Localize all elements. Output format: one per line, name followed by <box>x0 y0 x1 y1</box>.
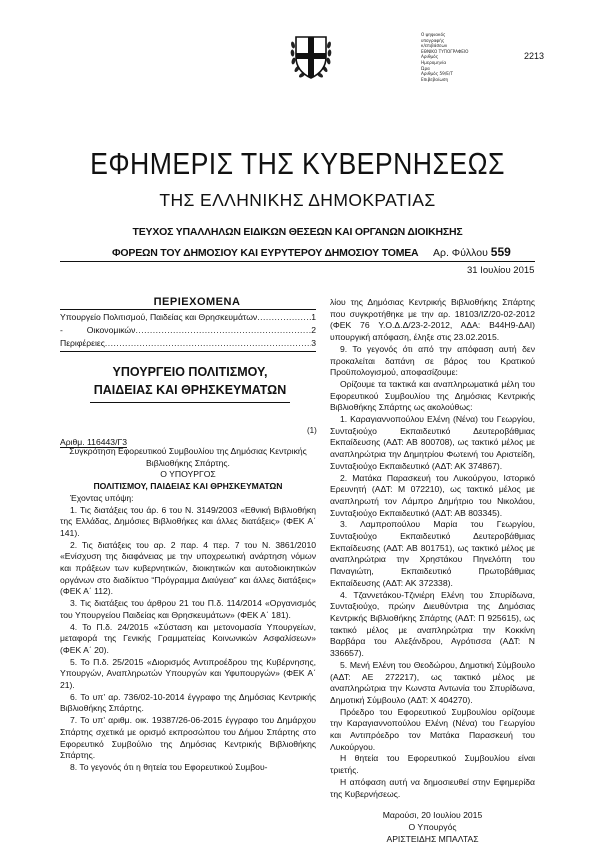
signer-role: Ο Υπουργός <box>408 821 457 832</box>
paragraph: Ορίζουμε τα τακτικά και αναπληρωματικά μέλη του Εφορευτικού Συμβουλίου της Δημόσιας Κεντρικής Βιβλιοθήκης Σπάρτης ως ακολούθως: <box>330 378 535 413</box>
paragraph: λίου της Δημόσιας Κεντρικής Βιβλιοθήκης Σπάρτης που συγκροτήθηκε με την αρ. 18103/ΙΖ/20-02-2012 (ΦΕΚ 76 Υ.Ο.Δ.Δ/23-2-2012, ΑΔΑ: Β44Η9-ΔΑΙ) υπουργική απόφαση, έληξε στις 23.02.2015. <box>330 297 535 343</box>
paragraph: 7. Το υπ’ αριθμ. οικ. 19387/26-06-2015 έγγραφο του Δημάρχου Σπάρτης σχετικά με ορισμό εκπροσώπου του Δήμου Σπάρτης στο Εφορευτικό Συμβούλιο της Δημόσιας Κεντρικής Βιβλιοθήκης Σπάρτης. <box>60 715 316 761</box>
toc-row-page: 1 <box>311 312 316 322</box>
having-in-mind: Έχοντας υπόψη: <box>70 492 134 503</box>
paragraph: 8. Το γεγονός ότι η θητεία του Εφορευτικού Συμβου- <box>70 761 268 772</box>
paragraph: 4. Το Π.δ. 24/2015 «Σύσταση και μετονομασία Υπουργείων, μεταφορά της Γενικής Γραμματείας Κοινωνικών Ασφαλίσεων» (ΦΕΚ Α΄ 20). <box>60 621 316 655</box>
toc-row-page: 2 <box>311 325 316 335</box>
issue-series-line-1: ΤΕΥΧΟΣ ΥΠΑΛΛΗΛΩΝ ΕΙΔΙΚΩΝ ΘΕΣΕΩΝ ΚΑΙ ΟΡΓΑΝΩΝ ΔΙΟΙΚΗΣΗΣ <box>132 226 463 238</box>
header-rule <box>60 261 535 262</box>
page-number: 2213 <box>524 51 545 61</box>
stamp-line: Αριθμός 59/Ε/Τ <box>421 71 453 77</box>
right-column <box>330 297 535 845</box>
issue-number <box>433 245 511 259</box>
place-date: Μαρούσι, 20 Ιουλίου 2015 <box>382 810 483 821</box>
right-paragraphs <box>330 297 535 800</box>
toc-row[interactable] <box>60 312 316 322</box>
decision-ref: (1) <box>307 426 317 435</box>
toc-row[interactable] <box>60 338 316 348</box>
stamp-line: Ημερομηνία <box>421 59 447 65</box>
paragraph: 6. Το υπ’ αρ. 736/02-10-2014 έγγραφο της Δημόσιας Κεντρικής Βιβλιοθήκης Σπάρτης. <box>60 691 316 714</box>
signature-stamp <box>421 32 481 82</box>
left-paragraphs <box>60 505 316 774</box>
stamp-line: Αριθμός <box>421 54 439 60</box>
ministry-line-2: ΠΑΙΔΕΙΑΣ ΚΑΙ ΘΡΗΣΚΕΥΜΑΤΩΝ <box>93 383 287 397</box>
paragraph: Η απόφαση αυτή να δημοσιευθεί στην Εφημερίδα της Κυβερνήσεως. <box>330 776 535 799</box>
stamp-line: Ώρα <box>421 65 430 71</box>
paragraph: 5. Το Π.δ. 25/2015 «Διορισμός Αντιπροέδρου της Κυβέρνησης, Υπουργών, Αναπληρωτών Υπουργών και Υφυπουργών» (ΦΕΚ Α΄ 21). <box>60 656 316 691</box>
issue-series-line-2: ΦΟΡΕΩΝ ΤΟΥ ΔΗΜΟΣΙΟΥ ΚΑΙ ΕΥΡΥΤΕΡΟΥ ΔΗΜΟΣΙΟΥ ΤΟΜΕΑ <box>112 247 419 259</box>
ministry-heading <box>66 363 314 399</box>
toc-row-label: Υπουργείο Πολιτισμού, Παιδείας και Θρησκευμάτων <box>60 312 258 322</box>
authority-line-1: Ο ΥΠΟΥΡΓΟΣ <box>160 469 216 480</box>
toc-row[interactable] <box>60 325 316 335</box>
stamp-line: υπογραφής <box>421 37 445 43</box>
stamp-line: κ/επιβάσεων <box>421 43 448 49</box>
toc-row-label: - Οικονομικών <box>60 325 136 335</box>
toc-rule-bottom <box>60 351 316 352</box>
toc-title: ΠΕΡΙΕΧΟΜΕΝΑ <box>153 296 241 308</box>
left-column <box>60 446 316 774</box>
paragraph: 2. Τις διατάξεις του αρ. 2 παρ. 4 περ. 7 του Ν. 3861/2010 «Ενίσχυση της διαφάνειας με την υποχρεωτική ανάρτηση νόμων και πράξεων των κυβερνητικών, διοικητικών και αυτοδιοικητικών οργάνων στο διαδίκτυο “Πρόγραμμα Διαύγεια” και άλλες διατάξεις» (ΦΕΚ Α΄ 112). <box>60 539 316 597</box>
ministry-line-1: ΥΠΟΥΡΓΕΙΟ ΠΟΛΙΤΙΣΜΟΥ, <box>112 365 268 379</box>
decision-subject: Συγκρότηση Εφορευτικού Συμβουλίου της Δημόσιας Κεντρικής Βιβλιοθήκης Σπάρτης. <box>69 446 307 468</box>
toc-row-label: Περιφέρειες <box>60 338 105 348</box>
paragraph: 1. Τις διατάξεις του άρ. 6 του Ν. 3149/2003 «Εθνική Βιβλιοθήκη της Ελλάδας, Δημόσιες Βιβλιοθήκες και άλλες διατάξεις» (ΦΕΚ Α΄ 141). <box>60 504 316 538</box>
greek-coat-of-arms-icon <box>289 31 333 81</box>
gazette-subtitle: ΤΗΣ ΕΛΛΗΝΙΚΗΣ ΔΗΜΟΚΡΑΤΙΑΣ <box>159 190 436 210</box>
stamp-line: Ο ψηφιακός <box>421 32 446 37</box>
issue-number-value: 559 <box>490 245 511 259</box>
paragraph: 1. Καραγιαννοπούλου Ελένη (Νένα) του Γεωργίου, Συνταξιούχο Εκπαιδευτικό Δευτεροβάθμιας Εκπαίδευσης (ΑΔΤ: ΑΒ 800708), ως τακτικό μέλος με αναπληρώτρια την Δημητρίου Φωτεινή του Αριστείδη, Συνταξιούχο Εκπαιδευτικό (ΑΔΤ: ΑΚ 374867). <box>330 414 535 471</box>
stamp-line: Επιβεβαίωση <box>421 76 449 82</box>
gazette-title: ΕΦΗΜΕΡΙΣ ΤΗΣ ΚΥΒΕΡΝΗΣΕΩΣ <box>90 146 505 181</box>
stamp-line: ΕΘΝΙΚΟ ΤΥΠΟΓΡΑΦΕΙΟ <box>421 48 469 54</box>
issue-label: Αρ. Φύλλου <box>433 247 488 259</box>
paragraph: 3. Λαμπροπούλου Μαρία του Γεωργίου, Συνταξιούχο Εκπαιδευτικό Δευτεροβάθμιας Εκπαίδευσης (ΑΔΤ: ΑΒ 801751), ως τακτικό μέλος με αναπληρώτρια την Χρηστάκου Πηνελόπη του Παναγιώτη, Εκπαιδευτικό Πρωτοβάθμιας Εκπαίδευσης (ΑΔΤ: ΑΚ 372338). <box>330 519 535 588</box>
ministry-rule <box>90 402 290 403</box>
paragraph: Πρόεδρο του Εφορευτικού Συμβουλίου ορίζουμε την Καραγιαννοπούλου Ελένη (Νένα) του Γεωργίου και Αντιπρόεδρο τον Ματάκα Παρασκευή του Λυκούργου. <box>330 706 535 752</box>
paragraph: 9. Το γεγονός ότι από την απόφαση αυτή δεν προκαλείται δαπάνη σε βάρος του Κρατικού Προϋπολογισμού, αποφασίζουμε: <box>330 343 535 378</box>
paragraph: 4. Τζαννετάκου-Τζινιέρη Ελένη του Σπυρίδωνα, Συνταξιούχο, πρώην Διευθύντρια της Δημόσιας Κεντρικής Βιβλιοθήκης Σπάρτης (ΑΔΤ: Π 925615), ως τακτικό μέλος με αναπληρώτρια την Κοκκίνη Βαρβάρα του Αλεξάνδρου, Αγρότισσα (ΑΔΤ: Ν 336657). <box>330 589 535 659</box>
issue-date: 31 Ιουλίου 2015 <box>467 265 535 276</box>
toc-row-page: 3 <box>311 338 316 348</box>
signer-name: ΑΡΙΣΤΕΙΔΗΣ ΜΠΑΛΤΑΣ <box>386 833 479 844</box>
decision-number-text: Αριθμ. 116443/Γ3 <box>60 437 127 447</box>
paragraph: Η θητεία του Εφορευτικού Συμβουλίου είναι τριετής. <box>330 753 535 776</box>
toc-rule-top <box>60 309 316 310</box>
paragraph: 5. Μενή Ελένη του Θεοδώρου, Δημοτική Σύμβουλο (ΑΔΤ: ΑΕ 272217), ως τακτικό μέλος με αναπληρώτρια την Κωνστα Αντωνία του Σπυρίδωνα, Δημοτική Σύμβουλο (ΑΔΤ: Χ 404270). <box>330 659 535 705</box>
paragraph: 3. Τις διατάξεις του άρθρου 21 του Π.δ. 114/2014 «Οργανισμός του Υπουργείου Παιδείας και Θρησκευμάτων» (ΦΕΚ Α΄ 181). <box>60 598 316 620</box>
paragraph: 2. Ματάκα Παρασκευή του Λυκούργου, Ιστορικό Ερευνητή (ΑΔΤ: Μ 072210), ως τακτικό μέλος με αναπληρωτή τον Λάμπρο Δημήτριο του Νικολάου, Συνταξιούχο Εκπαιδευτικό (ΑΔΤ: ΑΒ 803345). <box>330 472 535 518</box>
authority-line-2: ΠΟΛΙΤΙΣΜΟΥ, ΠΑΙΔΕΙΑΣ ΚΑΙ ΘΡΗΣΚΕΥΜΑΤΩΝ <box>93 481 283 492</box>
